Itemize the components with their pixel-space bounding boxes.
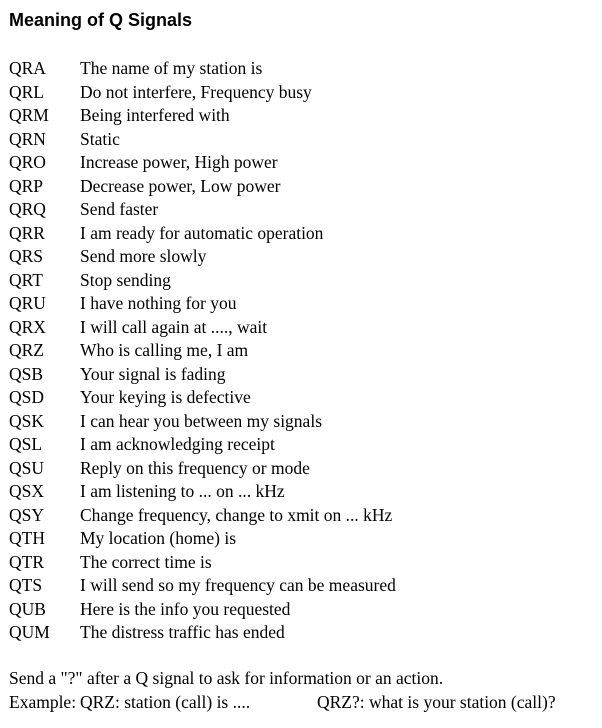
signal-meaning: Here is the info you requested (80, 598, 291, 619)
signal-code: QSB (9, 363, 44, 384)
signal-meaning: Your keying is defective (80, 387, 251, 407)
signal-code: QRS (9, 246, 44, 266)
signal-meaning: The distress traffic has ended (80, 622, 285, 642)
signal-meaning: Send faster (80, 199, 159, 219)
signal-code: QRO (9, 152, 46, 172)
signal-row-qro (9, 151, 396, 175)
signal-code: QSU (9, 457, 45, 478)
signal-row-qum (9, 621, 396, 645)
signal-meaning: I will call again at ...., wait (80, 316, 268, 337)
signal-row-qtr (9, 551, 396, 575)
signal-meaning: Static (80, 128, 120, 149)
signal-row-qrs (9, 245, 396, 269)
signal-meaning: I have nothing for you (80, 293, 237, 313)
example-qrz-query: QRZ?: what is your station (call)? (317, 691, 556, 712)
signal-code: QRX (9, 316, 46, 337)
signal-meaning: My location (home) is (80, 528, 237, 548)
signal-code: QRZ (9, 340, 44, 360)
signal-code: QRR (9, 222, 45, 243)
signal-code: QTS (9, 575, 43, 595)
signal-code: QTH (9, 528, 45, 548)
signal-row-qrx (9, 316, 396, 340)
signal-meaning: I am acknowledging receipt (80, 434, 275, 454)
signal-row-qrr (9, 222, 396, 246)
signal-code: QUM (9, 622, 50, 642)
signal-meaning: Being interfered with (80, 105, 230, 125)
signal-meaning: Who is calling me, I am (80, 340, 249, 360)
signal-code: QSX (9, 481, 45, 501)
signal-code: QSK (9, 410, 45, 431)
signal-row-qrm (9, 104, 396, 128)
signal-code: QUB (9, 598, 46, 619)
footer-note-block (9, 667, 556, 714)
signal-row-qrp (9, 175, 396, 199)
signal-meaning: I am ready for automatic operation (80, 222, 324, 243)
signal-row-qsl (9, 433, 396, 457)
signal-row-qsd (9, 386, 396, 410)
signal-code: QRN (9, 128, 46, 149)
signal-code: QRL (9, 81, 44, 102)
signal-meaning: The correct time is (80, 551, 212, 572)
example-qrz: QRZ: station (call) is .... (80, 691, 251, 712)
q-signals-list (9, 57, 396, 645)
signal-row-qrt (9, 269, 396, 293)
signal-code: QRA (9, 58, 46, 78)
signal-code: QRM (9, 105, 49, 125)
signal-meaning: I am listening to ... on ... kHz (80, 481, 285, 501)
signal-row-qrl (9, 81, 396, 105)
signal-code: QTR (9, 551, 44, 572)
signal-meaning: Change frequency, change to xmit on ... kHz (80, 504, 393, 525)
signal-row-qsy (9, 504, 396, 528)
signal-meaning: Reply on this frequency or mode (80, 457, 310, 478)
signal-meaning: Stop sending (80, 269, 171, 290)
signal-row-qub (9, 598, 396, 622)
signal-meaning: I will send so my frequency can be measured (80, 575, 396, 595)
signal-code: QSD (9, 387, 45, 407)
signal-row-qsx (9, 480, 396, 504)
example-line (9, 691, 556, 715)
signal-row-qrz (9, 339, 396, 363)
signal-meaning: The name of my station is (80, 58, 263, 78)
signal-row-qsb (9, 363, 396, 387)
signal-code: QSY (9, 504, 45, 525)
signal-row-qsk (9, 410, 396, 434)
signal-meaning: Your signal is fading (80, 363, 226, 384)
signal-row-qru (9, 292, 396, 316)
example-label: Example: (9, 691, 77, 712)
signal-row-qrn (9, 128, 396, 152)
signal-row-qra (9, 57, 396, 81)
signal-row-qts (9, 574, 396, 598)
signal-code: QSL (9, 434, 43, 454)
signal-code: QRP (9, 175, 44, 196)
signal-row-qth (9, 527, 396, 551)
page-title: Meaning of Q Signals (9, 10, 193, 30)
signal-code: QRU (9, 293, 46, 313)
footer-note: Send a "?" after a Q signal to ask for information or an action. (9, 668, 444, 688)
signal-row-qrq (9, 198, 396, 222)
signal-meaning: Decrease power, Low power (80, 175, 281, 196)
signal-meaning: I can hear you between my signals (80, 410, 323, 431)
signal-meaning: Increase power, High power (80, 152, 278, 172)
signal-code: QRQ (9, 199, 46, 219)
signal-meaning: Do not interfere, Frequency busy (80, 81, 312, 102)
signal-code: QRT (9, 269, 43, 290)
signal-meaning: Send more slowly (80, 246, 207, 266)
signal-row-qsu (9, 457, 396, 481)
